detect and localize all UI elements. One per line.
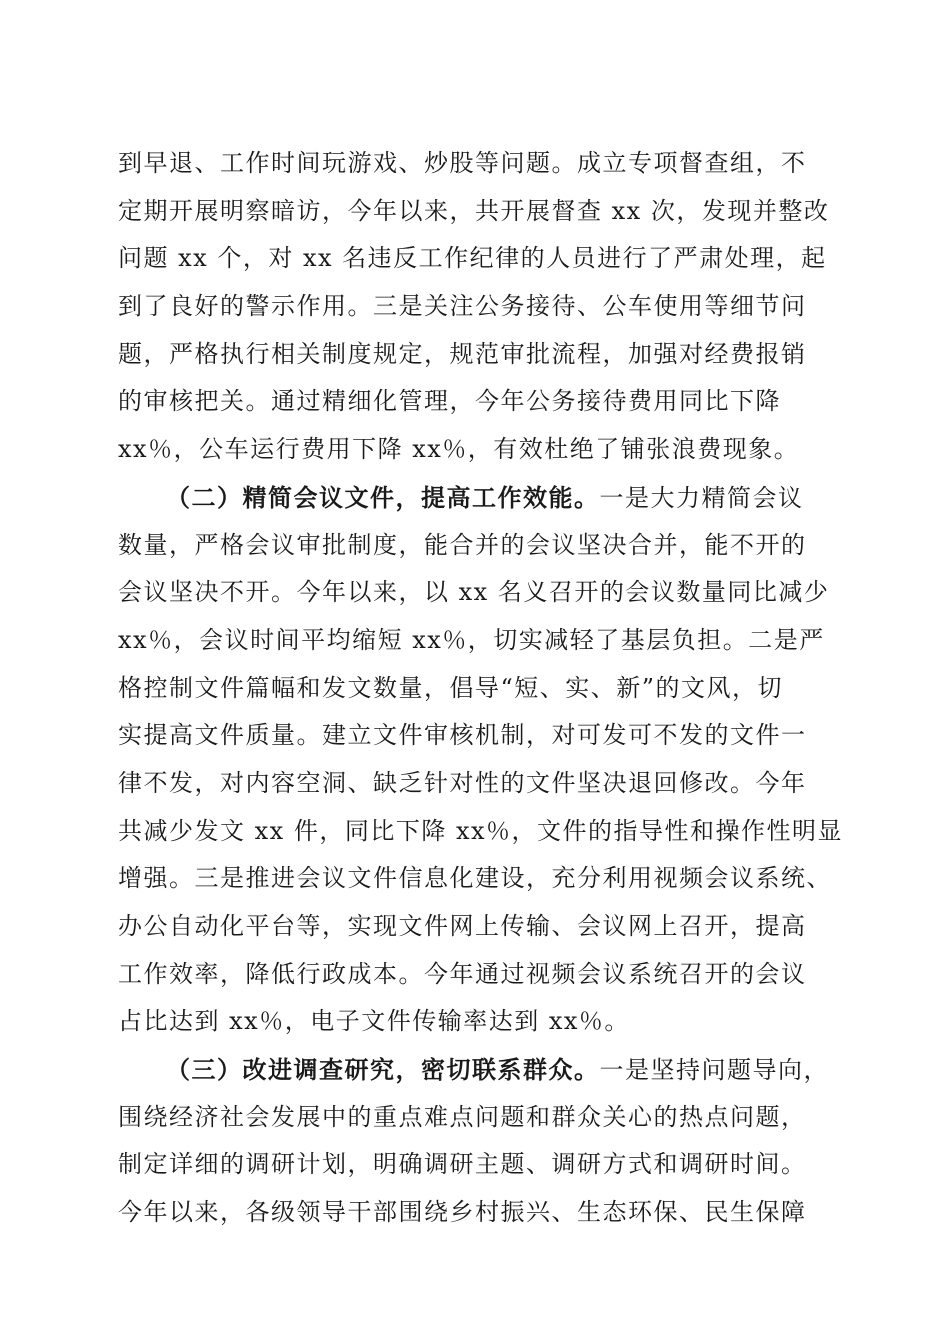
paragraph-2 [118, 474, 844, 1046]
text-line: xx％，会议时间平均缩短 xx％，切实减轻了基层负担。二是严 [118, 625, 825, 654]
section-heading: （二）精简会议文件，提高工作效能。 [166, 482, 600, 512]
text-line: 数量，严格会议审批制度，能合并的会议坚决合并，能不开的 [118, 530, 807, 559]
text-run: 一是坚持问题导向， [599, 1056, 829, 1085]
paragraph-1 [118, 140, 838, 474]
text-line: 的审核把关。通过精细化管理，今年公务接待费用同比下降 [118, 387, 781, 416]
text-line: 格控制文件篇幅和发文数量，倡导“短、实、新”的文风，切 [118, 673, 784, 702]
text-line: 增强。三是推进会议文件信息化建设，充分利用视频会议系统、 [118, 864, 832, 893]
body-text [118, 140, 844, 1237]
text-line: 到早退、工作时间玩游戏、炒股等问题。成立专项督查组，不 [118, 149, 807, 177]
text-line: 占比达到 xx％，电子文件传输率达到 xx％。 [118, 1007, 630, 1036]
text-line: 今年以来，各级领导干部围绕乡村振兴、生态环保、民生保障 [118, 1198, 807, 1227]
text-line: 工作效率，降低行政成本。今年通过视频会议系统召开的会议 [118, 959, 807, 988]
text-line: 题，严格执行相关制度规定，规范审批流程，加强对经费报销 [118, 339, 807, 368]
text-line: 制定详细的调研计划，明确调研主题、调研方式和调研时间。 [118, 1150, 807, 1179]
text-run: 一是大力精简会议 [599, 483, 804, 512]
text-line: xx％，公车运行费用下降 xx％，有效杜绝了铺张浪费现象。 [118, 435, 800, 464]
section-heading: （三）改进调查研究，密切联系群众。 [166, 1055, 600, 1085]
text-line: 问题 xx 个，对 xx 名违反工作纪律的人员进行了严肃处理，起 [118, 244, 827, 273]
text-line: 到了良好的警示作用。三是关注公务接待、公车使用等细节问 [118, 292, 807, 321]
text-line: 办公自动化平台等，实现文件网上传输、会议网上召开，提高 [118, 912, 807, 940]
text-line [118, 1046, 838, 1094]
text-line: 共减少发文 xx 件，同比下降 xx％，文件的指导性和操作性明显 [118, 816, 844, 845]
text-line: 律不发，对内容空洞、缺乏针对性的文件坚决退回修改。今年 [118, 768, 807, 797]
text-line: 会议坚决不开。今年以来，以 xx 名义召开的会议数量同比减少 [118, 578, 830, 607]
text-line: 围绕经济社会发展中的重点难点问题和群众关心的热点问题， [118, 1102, 807, 1131]
paragraph-3 [118, 1046, 838, 1237]
text-line: 定期开展明察暗访，今年以来，共开展督查 xx 次，发现并整改 [118, 196, 830, 225]
text-line: 实提高文件质量。建立文件审核机制，对可发可不发的文件一 [118, 721, 807, 750]
text-line [118, 474, 838, 522]
